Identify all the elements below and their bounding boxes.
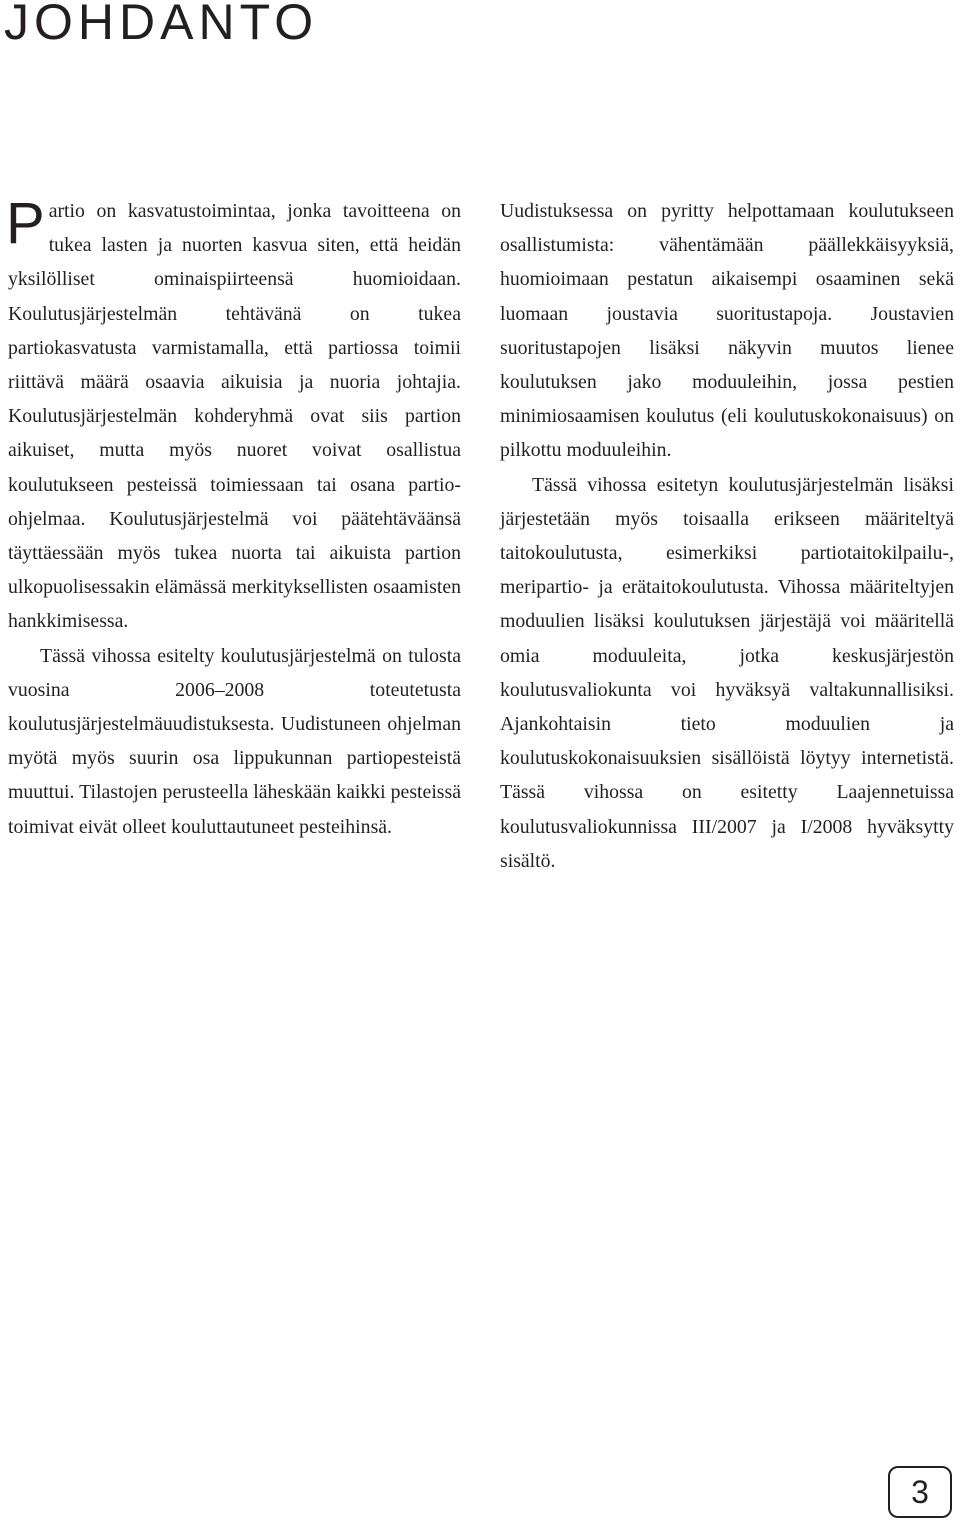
third-paragraph: Uudistuksessa on pyritty helpottamaan koulutukseen osallistumista: vähentämään päällekkäisyyksiä, huomioimaan pestatun aikaisempi osaaminen sekä luomaan joustavia suoritustapoja. Joustavien suoritustapojen lisäksi näkyvin muutos lienee koulutuksen jako moduuleihin, jossa pestien minimiosaamisen koulutus (eli koulutuskokonaisuus) on pilkottu moduuleihin. — [500, 200, 954, 462]
intro-paragraph — [6, 191, 461, 639]
fourth-paragraph: Tässä vihossa esitetyn koulutusjärjestelmän lisäksi järjestetään myös toisaalla erikseen määriteltyä taitokoulutusta, esimerkiksi partiotaitokilpailu-, meripartio- ja erätaitokoulutusta. Vihossa määriteltyjen moduulien lisäksi koulutuksen järjestäjä voi määritellä omia moduuleita, jotka keskusjärjestön koulutusvaliokunta voi hyväksyä valtakunnallisiksi. Ajankohtaisin tieto moduulien ja koulutuskokonaisuuksien sisällöistä löytyy internetistä. Tässä vihossa on esitetty Laajennetuissa koulutusvaliokunnissa III/2007 ja I/2008 hyväksytty sisältö. — [500, 473, 954, 872]
page-number: 3 — [888, 1466, 952, 1518]
page-title: JOHDANTO — [4, 0, 319, 50]
left-column — [6, 191, 461, 844]
intro-paragraph-text: artio on kasvatustoimintaa, jonka tavoitteena on tukea lasten ja nuorten kasvua siten, että heidän yksilölliset ominaispiirteensä huomioidaan. Koulutusjärjestelmän tehtävänä on tukea partiokasvatusta varmistamalla, että partiossa toimii riittävä määrä osaavia aikuisia ja nuoria johtajia. Koulutusjärjestelmän kohderyhmä ovat siis partion aikuiset, mutta myös nuoret voivat osallistua koulutukseen pesteissä toimiessaan tai osana partio-ohjelmaa. Koulutusjärjestelmä voi päätehtäväänsä täyttäessään myös tukea nuorta tai aikuista partion ulkopuolisessakin elämässä merkityksellisten osaamisten hankkimisessa. — [8, 200, 461, 633]
right-column — [500, 194, 954, 878]
second-paragraph: Tässä vihossa esitelty koulutusjärjestelmä on tulosta vuosina 2006–2008 toteutetusta koulutusjärjestelmäuudistuksesta. Uudistuneen ohjelman myötä myös suurin osa lippukunnan partiopesteistä muuttui. Tilastojen perusteella läheskään kaikki pesteissä toimivat eivät olleet kouluttautuneet pesteihinsä. — [8, 644, 461, 838]
drop-cap: P — [6, 191, 45, 256]
